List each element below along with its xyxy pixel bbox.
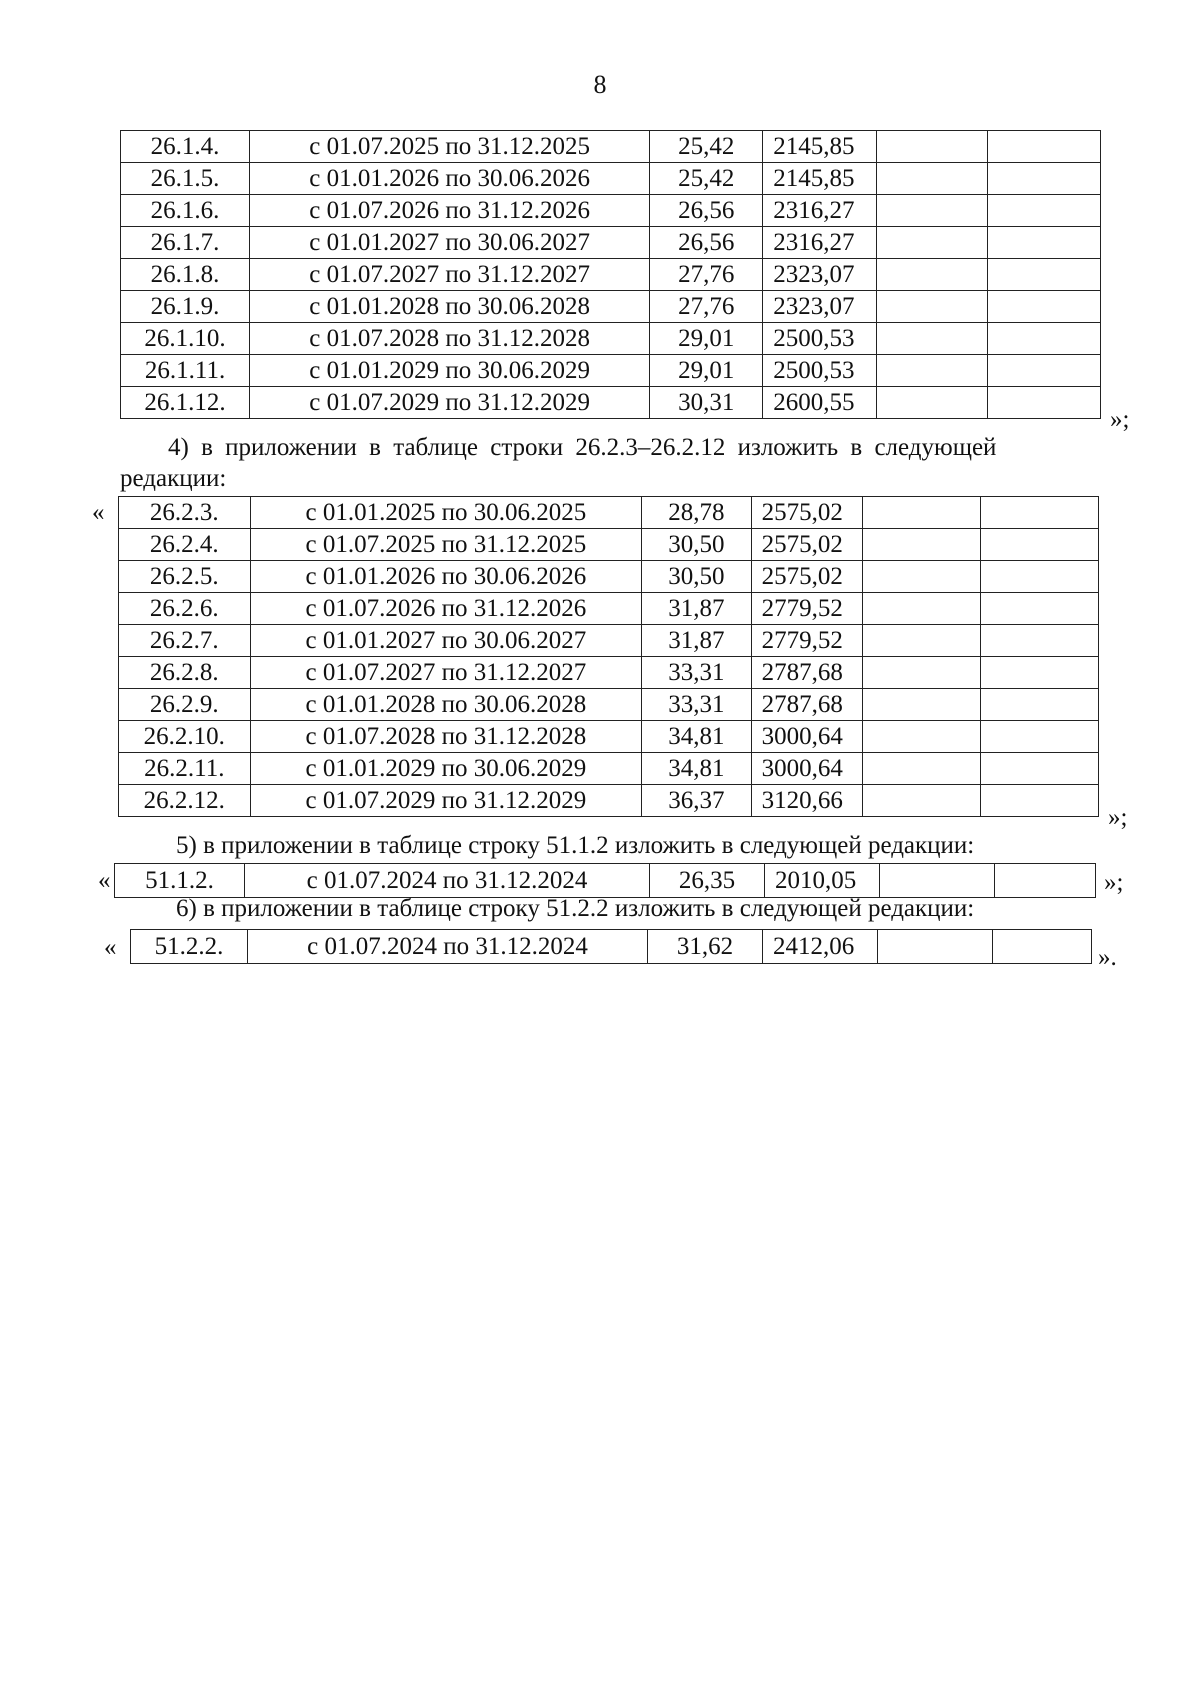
table-row (121, 259, 1101, 291)
empty-cell (981, 561, 1099, 593)
rate-cell: 26,35 (650, 864, 765, 898)
row-number-cell: 26.1.6. (121, 195, 250, 227)
row-number-cell: 26.2.11. (119, 753, 251, 785)
row-number-cell: 26.2.9. (119, 689, 251, 721)
table-row (119, 689, 1099, 721)
period-cell: с 01.01.2027 по 30.06.2027 (250, 227, 650, 259)
rate-cell: 25,42 (650, 163, 763, 195)
amount-cell: 2575,02 (751, 529, 863, 561)
empty-cell (981, 497, 1099, 529)
empty-cell (988, 387, 1101, 419)
tariff-table-51-2-2 (130, 929, 1092, 964)
amount-cell: 2323,07 (763, 259, 877, 291)
empty-cell (877, 291, 988, 323)
rate-cell: 31,87 (642, 593, 751, 625)
period-cell: с 01.01.2027 по 30.06.2027 (250, 625, 642, 657)
amount-cell: 2600,55 (763, 387, 877, 419)
paragraph-item-5: 5) в приложении в таблице строку 51.1.2 изложить в следующей редакции: (176, 832, 975, 859)
empty-cell (877, 163, 988, 195)
empty-cell (877, 227, 988, 259)
row-number-cell: 26.1.8. (121, 259, 250, 291)
row-number-cell: 26.1.12. (121, 387, 250, 419)
amount-cell: 2575,02 (751, 497, 863, 529)
empty-cell (863, 785, 981, 817)
table-row (119, 497, 1099, 529)
period-cell: с 01.01.2028 по 30.06.2028 (250, 689, 642, 721)
amount-cell: 2575,02 (751, 561, 863, 593)
tariff-table-26-2 (118, 496, 1099, 817)
rate-cell: 34,81 (642, 753, 751, 785)
period-cell: с 01.07.2028 по 31.12.2028 (250, 323, 650, 355)
amount-cell: 2412,06 (763, 930, 878, 964)
rate-cell: 31,87 (642, 625, 751, 657)
table-row (119, 753, 1099, 785)
empty-cell (988, 259, 1101, 291)
table-row (119, 785, 1099, 817)
amount-cell: 2500,53 (763, 355, 877, 387)
close-quote: ». (1098, 944, 1117, 971)
amount-cell: 2316,27 (763, 227, 877, 259)
rate-cell: 34,81 (642, 721, 751, 753)
empty-cell (993, 930, 1092, 964)
rate-cell: 25,42 (650, 131, 763, 163)
table-row (121, 323, 1101, 355)
rate-cell: 33,31 (642, 657, 751, 689)
rate-cell: 31,62 (648, 930, 763, 964)
empty-cell (988, 131, 1101, 163)
empty-cell (995, 864, 1096, 898)
period-cell: с 01.07.2024 по 31.12.2024 (248, 930, 648, 964)
table-row (119, 721, 1099, 753)
empty-cell (863, 529, 981, 561)
row-number-cell: 26.2.8. (119, 657, 251, 689)
empty-cell (981, 657, 1099, 689)
table-row (121, 291, 1101, 323)
row-number-cell: 26.1.10. (121, 323, 250, 355)
empty-cell (981, 625, 1099, 657)
empty-cell (863, 561, 981, 593)
row-number-cell: 26.2.7. (119, 625, 251, 657)
close-quote: »; (1108, 804, 1128, 831)
period-cell: с 01.07.2028 по 31.12.2028 (250, 721, 642, 753)
rate-cell: 29,01 (650, 323, 763, 355)
table-row (131, 930, 1092, 964)
paragraph-item-4-line1: 4) в приложении в таблице строки 26.2.3–26.2.12 изложить в следующей (168, 434, 997, 461)
open-quote: « (98, 867, 111, 894)
empty-cell (981, 689, 1099, 721)
period-cell: с 01.01.2025 по 30.06.2025 (250, 497, 642, 529)
empty-cell (981, 785, 1099, 817)
table-row (121, 387, 1101, 419)
empty-cell (988, 227, 1101, 259)
empty-cell (863, 689, 981, 721)
period-cell: с 01.07.2026 по 31.12.2026 (250, 593, 642, 625)
period-cell: с 01.07.2025 по 31.12.2025 (250, 529, 642, 561)
row-number-cell: 51.2.2. (131, 930, 248, 964)
rate-cell: 33,31 (642, 689, 751, 721)
empty-cell (863, 625, 981, 657)
amount-cell: 3000,64 (751, 721, 863, 753)
amount-cell: 2779,52 (751, 593, 863, 625)
amount-cell: 2316,27 (763, 195, 877, 227)
empty-cell (981, 593, 1099, 625)
empty-cell (877, 387, 988, 419)
rate-cell: 28,78 (642, 497, 751, 529)
empty-cell (988, 195, 1101, 227)
empty-cell (863, 657, 981, 689)
empty-cell (981, 721, 1099, 753)
amount-cell: 2787,68 (751, 689, 863, 721)
open-quote: « (104, 934, 117, 961)
row-number-cell: 26.2.6. (119, 593, 251, 625)
period-cell: с 01.01.2029 по 30.06.2029 (250, 355, 650, 387)
period-cell: с 01.07.2027 по 31.12.2027 (250, 259, 650, 291)
empty-cell (981, 753, 1099, 785)
empty-cell (988, 163, 1101, 195)
amount-cell: 2787,68 (751, 657, 863, 689)
row-number-cell: 51.1.2. (115, 864, 245, 898)
period-cell: с 01.01.2029 по 30.06.2029 (250, 753, 642, 785)
paragraph-item-4-line2: редакции: (120, 465, 227, 492)
row-number-cell: 26.1.11. (121, 355, 250, 387)
row-number-cell: 26.1.7. (121, 227, 250, 259)
empty-cell (863, 593, 981, 625)
close-quote: »; (1104, 869, 1124, 896)
table-row (121, 131, 1101, 163)
empty-cell (863, 753, 981, 785)
row-number-cell: 26.2.5. (119, 561, 251, 593)
period-cell: с 01.01.2026 по 30.06.2026 (250, 163, 650, 195)
table-row (119, 529, 1099, 561)
empty-cell (877, 131, 988, 163)
empty-cell (863, 497, 981, 529)
amount-cell: 3000,64 (751, 753, 863, 785)
table-row (119, 593, 1099, 625)
rate-cell: 27,76 (650, 259, 763, 291)
table-row (121, 355, 1101, 387)
amount-cell: 2500,53 (763, 323, 877, 355)
open-quote: « (92, 499, 105, 526)
period-cell: с 01.07.2025 по 31.12.2025 (250, 131, 650, 163)
period-cell: с 01.01.2028 по 30.06.2028 (250, 291, 650, 323)
paragraph-item-6: 6) в приложении в таблице строку 51.2.2 изложить в следующей редакции: (176, 895, 975, 922)
row-number-cell: 26.2.3. (119, 497, 251, 529)
row-number-cell: 26.2.12. (119, 785, 251, 817)
amount-cell: 2145,85 (763, 131, 877, 163)
amount-cell: 3120,66 (751, 785, 863, 817)
empty-cell (988, 323, 1101, 355)
empty-cell (877, 259, 988, 291)
table-row (119, 657, 1099, 689)
table-row (121, 227, 1101, 259)
empty-cell (863, 721, 981, 753)
rate-cell: 36,37 (642, 785, 751, 817)
amount-cell: 2779,52 (751, 625, 863, 657)
rate-cell: 30,31 (650, 387, 763, 419)
table-row (119, 561, 1099, 593)
amount-cell: 2010,05 (765, 864, 880, 898)
row-number-cell: 26.1.9. (121, 291, 250, 323)
period-cell: с 01.07.2029 по 31.12.2029 (250, 785, 642, 817)
period-cell: с 01.07.2027 по 31.12.2027 (250, 657, 642, 689)
period-cell: с 01.07.2029 по 31.12.2029 (250, 387, 650, 419)
period-cell: с 01.01.2026 по 30.06.2026 (250, 561, 642, 593)
rate-cell: 26,56 (650, 227, 763, 259)
table-row (121, 163, 1101, 195)
empty-cell (878, 930, 993, 964)
empty-cell (877, 323, 988, 355)
empty-cell (988, 355, 1101, 387)
row-number-cell: 26.1.4. (121, 131, 250, 163)
empty-cell (981, 529, 1099, 561)
row-number-cell: 26.2.10. (119, 721, 251, 753)
rate-cell: 30,50 (642, 529, 751, 561)
rate-cell: 29,01 (650, 355, 763, 387)
amount-cell: 2145,85 (763, 163, 877, 195)
row-number-cell: 26.2.4. (119, 529, 251, 561)
tariff-table-26-1 (120, 130, 1101, 419)
period-cell: с 01.07.2024 по 31.12.2024 (245, 864, 650, 898)
page-number: 8 (593, 70, 607, 99)
rate-cell: 26,56 (650, 195, 763, 227)
empty-cell (877, 195, 988, 227)
period-cell: с 01.07.2026 по 31.12.2026 (250, 195, 650, 227)
empty-cell (877, 355, 988, 387)
amount-cell: 2323,07 (763, 291, 877, 323)
table-row (121, 195, 1101, 227)
rate-cell: 27,76 (650, 291, 763, 323)
empty-cell (988, 291, 1101, 323)
table-row (119, 625, 1099, 657)
row-number-cell: 26.1.5. (121, 163, 250, 195)
close-quote: »; (1110, 406, 1130, 433)
rate-cell: 30,50 (642, 561, 751, 593)
